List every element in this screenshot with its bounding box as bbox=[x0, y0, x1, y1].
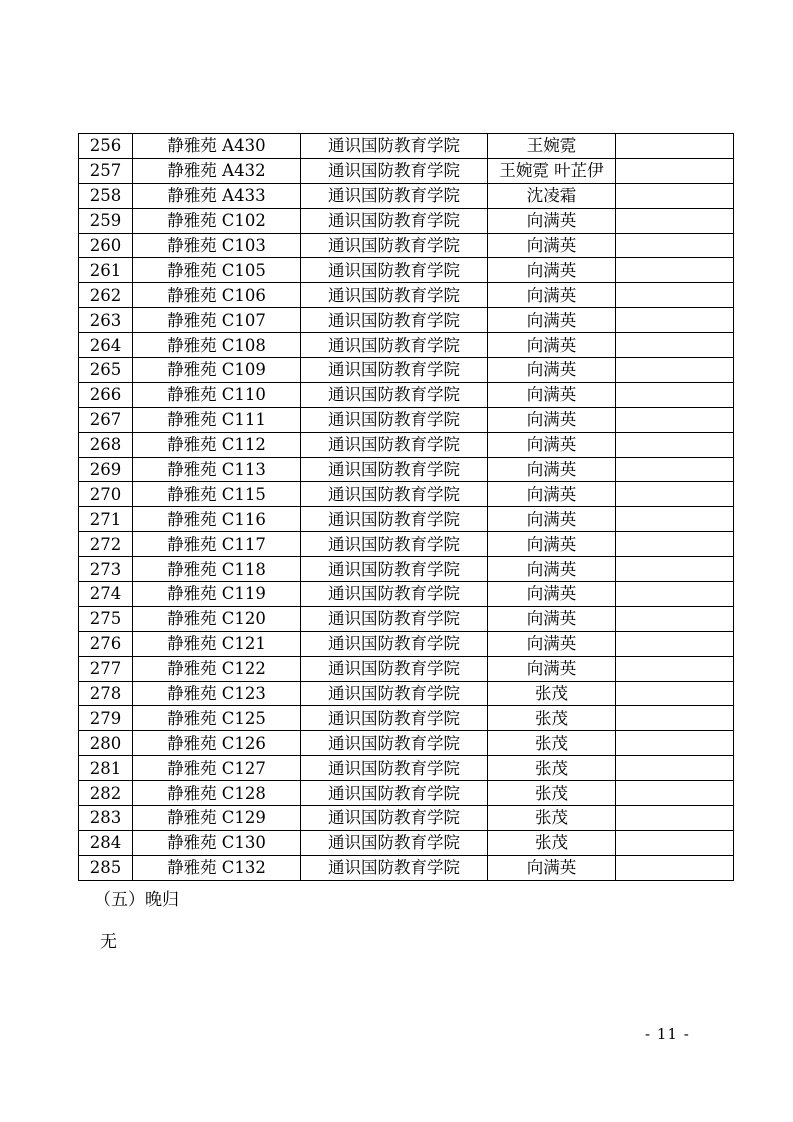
college-cell: 通识国防教育学院 bbox=[301, 606, 488, 631]
room-cell: 静雅苑 C108 bbox=[133, 333, 301, 358]
room-cell: 静雅苑 C109 bbox=[133, 358, 301, 383]
row-number-cell: 284 bbox=[79, 830, 133, 855]
name-cell: 向满英 bbox=[488, 358, 616, 383]
college-cell: 通识国防教育学院 bbox=[301, 507, 488, 532]
row-number-cell: 258 bbox=[79, 183, 133, 208]
note-cell bbox=[616, 855, 734, 880]
note-cell bbox=[616, 432, 734, 457]
college-cell: 通识国防教育学院 bbox=[301, 855, 488, 880]
row-number-cell: 266 bbox=[79, 382, 133, 407]
name-cell: 向满英 bbox=[488, 532, 616, 557]
row-number-cell: 278 bbox=[79, 681, 133, 706]
room-cell: 静雅苑 C113 bbox=[133, 457, 301, 482]
name-cell: 向满英 bbox=[488, 656, 616, 681]
table-row bbox=[79, 855, 734, 880]
note-cell bbox=[616, 482, 734, 507]
table-row bbox=[79, 283, 734, 308]
room-cell: 静雅苑 C122 bbox=[133, 656, 301, 681]
college-cell: 通识国防教育学院 bbox=[301, 731, 488, 756]
row-number-cell: 261 bbox=[79, 258, 133, 283]
college-cell: 通识国防教育学院 bbox=[301, 806, 488, 831]
name-cell: 向满英 bbox=[488, 557, 616, 582]
table-row bbox=[79, 308, 734, 333]
note-cell bbox=[616, 134, 734, 159]
row-number-cell: 280 bbox=[79, 731, 133, 756]
row-number-cell: 270 bbox=[79, 482, 133, 507]
table-row bbox=[79, 358, 734, 383]
name-cell: 向满英 bbox=[488, 606, 616, 631]
room-cell: 静雅苑 C120 bbox=[133, 606, 301, 631]
note-cell bbox=[616, 208, 734, 233]
college-cell: 通识国防教育学院 bbox=[301, 582, 488, 607]
row-number-cell: 272 bbox=[79, 532, 133, 557]
table-row bbox=[79, 557, 734, 582]
college-cell: 通识国防教育学院 bbox=[301, 333, 488, 358]
college-cell: 通识国防教育学院 bbox=[301, 258, 488, 283]
note-cell bbox=[616, 532, 734, 557]
name-cell: 向满英 bbox=[488, 457, 616, 482]
table-row bbox=[79, 382, 734, 407]
note-cell bbox=[616, 582, 734, 607]
room-cell: 静雅苑 C111 bbox=[133, 407, 301, 432]
room-cell: 静雅苑 C112 bbox=[133, 432, 301, 457]
college-cell: 通识国防教育学院 bbox=[301, 183, 488, 208]
note-cell bbox=[616, 631, 734, 656]
note-cell bbox=[616, 731, 734, 756]
note-cell bbox=[616, 806, 734, 831]
row-number-cell: 268 bbox=[79, 432, 133, 457]
room-cell: 静雅苑 C128 bbox=[133, 781, 301, 806]
note-cell bbox=[616, 606, 734, 631]
row-number-cell: 267 bbox=[79, 407, 133, 432]
table-row bbox=[79, 681, 734, 706]
college-cell: 通识国防教育学院 bbox=[301, 208, 488, 233]
row-number-cell: 259 bbox=[79, 208, 133, 233]
name-cell: 张茂 bbox=[488, 806, 616, 831]
college-cell: 通识国防教育学院 bbox=[301, 656, 488, 681]
name-cell: 向满英 bbox=[488, 582, 616, 607]
college-cell: 通识国防教育学院 bbox=[301, 830, 488, 855]
room-cell: 静雅苑 C110 bbox=[133, 382, 301, 407]
table-row bbox=[79, 333, 734, 358]
college-cell: 通识国防教育学院 bbox=[301, 283, 488, 308]
name-cell: 向满英 bbox=[488, 432, 616, 457]
row-number-cell: 279 bbox=[79, 706, 133, 731]
table-row bbox=[79, 606, 734, 631]
name-cell: 张茂 bbox=[488, 706, 616, 731]
room-cell: 静雅苑 C123 bbox=[133, 681, 301, 706]
row-number-cell: 271 bbox=[79, 507, 133, 532]
name-cell: 张茂 bbox=[488, 781, 616, 806]
note-cell bbox=[616, 308, 734, 333]
table-row bbox=[79, 706, 734, 731]
dormitory-table-container bbox=[78, 133, 733, 881]
table-row bbox=[79, 532, 734, 557]
note-cell bbox=[616, 507, 734, 532]
row-number-cell: 281 bbox=[79, 756, 133, 781]
note-cell bbox=[616, 358, 734, 383]
name-cell: 向满英 bbox=[488, 407, 616, 432]
college-cell: 通识国防教育学院 bbox=[301, 532, 488, 557]
name-cell: 王婉霓 bbox=[488, 134, 616, 159]
table-row bbox=[79, 830, 734, 855]
row-number-cell: 275 bbox=[79, 606, 133, 631]
room-cell: 静雅苑 C125 bbox=[133, 706, 301, 731]
name-cell: 向满英 bbox=[488, 283, 616, 308]
room-cell: 静雅苑 C116 bbox=[133, 507, 301, 532]
note-cell bbox=[616, 407, 734, 432]
row-number-cell: 264 bbox=[79, 333, 133, 358]
room-cell: 静雅苑 C126 bbox=[133, 731, 301, 756]
note-cell bbox=[616, 183, 734, 208]
table-row bbox=[79, 407, 734, 432]
college-cell: 通识国防教育学院 bbox=[301, 631, 488, 656]
college-cell: 通识国防教育学院 bbox=[301, 233, 488, 258]
college-cell: 通识国防教育学院 bbox=[301, 756, 488, 781]
row-number-cell: 257 bbox=[79, 158, 133, 183]
name-cell: 向满英 bbox=[488, 308, 616, 333]
section-heading: （五）晚归 bbox=[94, 890, 179, 910]
name-cell: 向满英 bbox=[488, 258, 616, 283]
row-number-cell: 283 bbox=[79, 806, 133, 831]
name-cell: 张茂 bbox=[488, 756, 616, 781]
table-row bbox=[79, 756, 734, 781]
row-number-cell: 265 bbox=[79, 358, 133, 383]
note-cell bbox=[616, 781, 734, 806]
dormitory-table bbox=[78, 133, 734, 881]
room-cell: 静雅苑 C103 bbox=[133, 233, 301, 258]
college-cell: 通识国防教育学院 bbox=[301, 681, 488, 706]
table-row bbox=[79, 258, 734, 283]
row-number-cell: 274 bbox=[79, 582, 133, 607]
room-cell: 静雅苑 C130 bbox=[133, 830, 301, 855]
note-cell bbox=[616, 656, 734, 681]
note-cell bbox=[616, 258, 734, 283]
room-cell: 静雅苑 A430 bbox=[133, 134, 301, 159]
college-cell: 通识国防教育学院 bbox=[301, 557, 488, 582]
table-row bbox=[79, 457, 734, 482]
room-cell: 静雅苑 C129 bbox=[133, 806, 301, 831]
note-cell bbox=[616, 681, 734, 706]
note-cell bbox=[616, 333, 734, 358]
dormitory-table-body bbox=[79, 134, 734, 881]
row-number-cell: 269 bbox=[79, 457, 133, 482]
college-cell: 通识国防教育学院 bbox=[301, 781, 488, 806]
college-cell: 通识国防教育学院 bbox=[301, 482, 488, 507]
name-cell: 沈凌霜 bbox=[488, 183, 616, 208]
room-cell: 静雅苑 C121 bbox=[133, 631, 301, 656]
room-cell: 静雅苑 C127 bbox=[133, 756, 301, 781]
room-cell: 静雅苑 C115 bbox=[133, 482, 301, 507]
room-cell: 静雅苑 C105 bbox=[133, 258, 301, 283]
row-number-cell: 277 bbox=[79, 656, 133, 681]
note-cell bbox=[616, 457, 734, 482]
note-cell bbox=[616, 830, 734, 855]
college-cell: 通识国防教育学院 bbox=[301, 158, 488, 183]
room-cell: 静雅苑 A433 bbox=[133, 183, 301, 208]
table-row bbox=[79, 208, 734, 233]
college-cell: 通识国防教育学院 bbox=[301, 308, 488, 333]
room-cell: 静雅苑 A432 bbox=[133, 158, 301, 183]
table-row bbox=[79, 432, 734, 457]
row-number-cell: 262 bbox=[79, 283, 133, 308]
note-cell bbox=[616, 158, 734, 183]
room-cell: 静雅苑 C106 bbox=[133, 283, 301, 308]
name-cell: 向满英 bbox=[488, 631, 616, 656]
note-cell bbox=[616, 382, 734, 407]
row-number-cell: 260 bbox=[79, 233, 133, 258]
note-cell bbox=[616, 283, 734, 308]
note-cell bbox=[616, 706, 734, 731]
table-row bbox=[79, 731, 734, 756]
row-number-cell: 276 bbox=[79, 631, 133, 656]
name-cell: 张茂 bbox=[488, 731, 616, 756]
table-row bbox=[79, 482, 734, 507]
page-number: - 11 - bbox=[645, 1025, 690, 1043]
row-number-cell: 263 bbox=[79, 308, 133, 333]
room-cell: 静雅苑 C102 bbox=[133, 208, 301, 233]
name-cell: 向满英 bbox=[488, 208, 616, 233]
room-cell: 静雅苑 C107 bbox=[133, 308, 301, 333]
row-number-cell: 285 bbox=[79, 855, 133, 880]
table-row bbox=[79, 631, 734, 656]
college-cell: 通识国防教育学院 bbox=[301, 382, 488, 407]
name-cell: 向满英 bbox=[488, 482, 616, 507]
table-row bbox=[79, 134, 734, 159]
table-row bbox=[79, 183, 734, 208]
name-cell: 张茂 bbox=[488, 830, 616, 855]
row-number-cell: 282 bbox=[79, 781, 133, 806]
name-cell: 向满英 bbox=[488, 855, 616, 880]
row-number-cell: 256 bbox=[79, 134, 133, 159]
table-row bbox=[79, 158, 734, 183]
table-row bbox=[79, 781, 734, 806]
note-cell bbox=[616, 233, 734, 258]
college-cell: 通识国防教育学院 bbox=[301, 706, 488, 731]
college-cell: 通识国防教育学院 bbox=[301, 432, 488, 457]
row-number-cell: 273 bbox=[79, 557, 133, 582]
college-cell: 通识国防教育学院 bbox=[301, 407, 488, 432]
note-cell bbox=[616, 557, 734, 582]
college-cell: 通识国防教育学院 bbox=[301, 358, 488, 383]
note-cell bbox=[616, 756, 734, 781]
table-row bbox=[79, 806, 734, 831]
name-cell: 向满英 bbox=[488, 382, 616, 407]
college-cell: 通识国防教育学院 bbox=[301, 457, 488, 482]
name-cell: 向满英 bbox=[488, 507, 616, 532]
section-body: 无 bbox=[100, 932, 117, 952]
table-row bbox=[79, 507, 734, 532]
table-row bbox=[79, 656, 734, 681]
table-row bbox=[79, 582, 734, 607]
room-cell: 静雅苑 C117 bbox=[133, 532, 301, 557]
room-cell: 静雅苑 C132 bbox=[133, 855, 301, 880]
name-cell: 张茂 bbox=[488, 681, 616, 706]
name-cell: 向满英 bbox=[488, 333, 616, 358]
name-cell: 向满英 bbox=[488, 233, 616, 258]
room-cell: 静雅苑 C118 bbox=[133, 557, 301, 582]
college-cell: 通识国防教育学院 bbox=[301, 134, 488, 159]
table-row bbox=[79, 233, 734, 258]
name-cell: 王婉霓 叶芷伊 bbox=[488, 158, 616, 183]
room-cell: 静雅苑 C119 bbox=[133, 582, 301, 607]
